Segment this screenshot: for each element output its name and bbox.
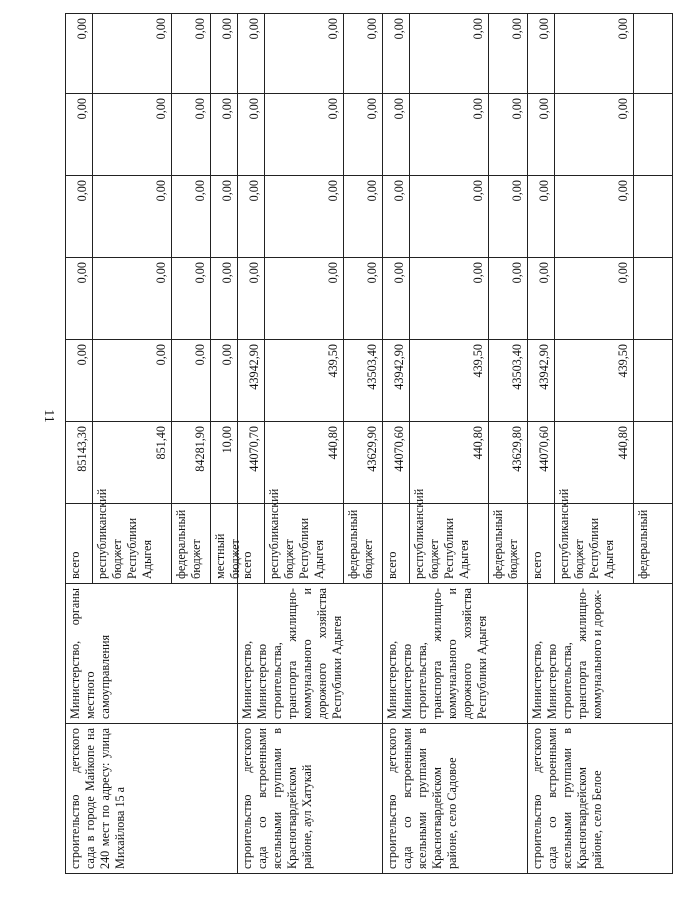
amount-value: 0,00 [264, 258, 343, 339]
amount-value: 0,00 [92, 14, 171, 93]
amount-value: 0,00 [171, 258, 210, 339]
amount-value: 10,00 [210, 422, 237, 503]
amount-value: 0,00 [92, 94, 171, 175]
funding-source-cell [66, 488, 242, 584]
amount-value: 0,00 [92, 258, 171, 339]
amount-value: 0,00 [264, 94, 343, 175]
year-amount-cell [66, 422, 238, 504]
year-amount-cell [528, 94, 673, 176]
object-name-cell: строительство детского сада со встроенными ясельными группами в Красногвардейском районе, аул Хатукай [238, 724, 383, 874]
funding-source-label: республиканский бюджет Республики Адыгея [409, 504, 488, 583]
amount-value: 0,00 [488, 94, 527, 175]
year-amount-cell [383, 94, 528, 176]
object-name-cell: строительство детского сада со встроенными ясельными группами в Красногвардейском районе, село Садовое [383, 724, 528, 874]
year-amount-cell [528, 258, 673, 340]
year-amount-cell [528, 340, 673, 422]
year-amount-cell [528, 422, 673, 504]
amount-value: 0,00 [75, 18, 89, 40]
amount-value: 0,00 [409, 14, 488, 93]
amount-value: 440,80 [264, 422, 343, 503]
funding-source-cell [528, 488, 673, 584]
program-table [65, 13, 673, 874]
funding-source-label: республиканский бюджет Республики Адыгея [554, 504, 633, 583]
amount-value: 0,00 [75, 98, 89, 120]
executor-cell: Министерство, Министерство строительства, транспорта жилищно-коммунального и дорожного хозяйства Республики Адыгея [383, 584, 528, 724]
amount-value: 0,00 [392, 98, 406, 120]
amount-value: 0,00 [537, 98, 551, 120]
year-amount-cell [66, 176, 238, 258]
page-number: 11 [41, 409, 56, 423]
amount-value: 439,50 [264, 340, 343, 421]
amount-value: 0,00 [537, 180, 551, 202]
amount-value: 0,00 [488, 258, 527, 339]
amount-value: 0,00 [343, 258, 382, 339]
year-amount-cell [238, 176, 383, 258]
amount-value: 440,80 [409, 422, 488, 503]
year-amount-cell [528, 176, 673, 258]
amount-value: 0,00 [92, 340, 171, 421]
year-amount-cell [66, 14, 238, 94]
funding-source-label: федеральный бюджет [343, 504, 382, 583]
funding-source-label: федеральный [633, 504, 672, 583]
amount-value: 0,00 [554, 94, 633, 175]
amount-value: 84281,90 [171, 422, 210, 503]
amount-value: 439,50 [409, 340, 488, 421]
amount-value [633, 258, 672, 339]
amount-value: 439,50 [554, 340, 633, 421]
year-amount-cell [238, 422, 383, 504]
executor-cell: Министерство, органы местного самоуправления [66, 584, 238, 724]
funding-source-label: федеральный бюджет [488, 504, 527, 583]
amount-value [633, 14, 672, 93]
funding-source-cell [238, 488, 383, 584]
year-amount-cell [528, 14, 673, 94]
amount-value: 43942,90 [392, 344, 406, 390]
amount-value: 0,00 [75, 262, 89, 284]
amount-value: 0,00 [537, 18, 551, 40]
table-container [65, 14, 650, 874]
table-row [66, 14, 238, 874]
amount-value: 43503,40 [488, 340, 527, 421]
year-amount-cell [238, 94, 383, 176]
funding-source-label: республиканский бюджет Республики Адыгея [264, 504, 343, 583]
amount-value: 0,00 [343, 94, 382, 175]
amount-value: 0,00 [92, 176, 171, 257]
amount-value [633, 176, 672, 257]
amount-value: 0,00 [537, 262, 551, 284]
amount-value: 0,00 [409, 176, 488, 257]
year-amount-cell [66, 258, 238, 340]
amount-value: 0,00 [554, 258, 633, 339]
amount-value: 44070,60 [537, 426, 551, 472]
amount-value: 851,40 [92, 422, 171, 503]
amount-value: 0,00 [210, 94, 237, 175]
amount-value: 0,00 [247, 18, 261, 40]
amount-value: 0,00 [343, 176, 382, 257]
amount-value: 0,00 [171, 94, 210, 175]
amount-value: 0,00 [409, 94, 488, 175]
amount-value: 43942,90 [247, 344, 261, 390]
amount-value: 0,00 [75, 180, 89, 202]
table-row [238, 14, 383, 874]
amount-value [633, 340, 672, 421]
executor-cell: Министерство, Министерство строительства, транспорта жилищно-коммунального и дорожного хозяйства Республики Адыгея [238, 584, 383, 724]
amount-value: 0,00 [343, 14, 382, 93]
amount-value: 43942,90 [537, 344, 551, 390]
amount-value: 0,00 [210, 340, 237, 421]
year-amount-cell [383, 422, 528, 504]
funding-source-label: всего [68, 551, 82, 579]
amount-value: 43629,90 [343, 422, 382, 503]
amount-value: 0,00 [264, 176, 343, 257]
funding-source-label: всего [385, 551, 399, 579]
object-name-cell: строительство детского сада со встроенными ясельными группами в Красногвардейском районе, село Белое [528, 724, 673, 874]
amount-value: 0,00 [392, 262, 406, 284]
funding-source-label: федеральный бюджет [171, 504, 210, 583]
amount-value: 0,00 [171, 176, 210, 257]
funding-source-label: всего [240, 551, 254, 579]
amount-value: 0,00 [75, 344, 89, 366]
amount-value: 0,00 [247, 98, 261, 120]
amount-value: 0,00 [210, 14, 237, 93]
table-row [383, 14, 528, 874]
amount-value [633, 94, 672, 175]
amount-value: 43629,80 [488, 422, 527, 503]
funding-source-label: местный бюджет [210, 504, 237, 583]
funding-source-label: всего [530, 551, 544, 579]
year-amount-cell [238, 340, 383, 422]
year-amount-cell [66, 340, 238, 422]
amount-value: 0,00 [554, 176, 633, 257]
table-row [528, 14, 673, 874]
amount-value: 0,00 [488, 14, 527, 93]
object-name-cell: строительство детского сада в городе Майкопе на 240 мест по адресу: улица Михайлова 15 а [66, 724, 238, 874]
amount-value: 0,00 [247, 180, 261, 202]
amount-value: 0,00 [554, 14, 633, 93]
amount-value: 0,00 [210, 176, 237, 257]
amount-value: 0,00 [409, 258, 488, 339]
year-amount-cell [383, 176, 528, 258]
funding-source-label: республиканский бюджет Республики Адыгея [92, 504, 171, 583]
amount-value: 0,00 [392, 180, 406, 202]
year-amount-cell [238, 14, 383, 94]
amount-value: 44070,60 [392, 426, 406, 472]
funding-source-cell [383, 488, 528, 584]
amount-value: 0,00 [210, 258, 237, 339]
executor-cell: Министерство, Министерство строительства, транспорта жилищно-коммунального и дорож- [528, 584, 673, 724]
year-amount-cell [383, 14, 528, 94]
amount-value: 0,00 [171, 340, 210, 421]
amount-value: 0,00 [247, 262, 261, 284]
amount-value: 44070,70 [247, 426, 261, 472]
amount-value: 0,00 [392, 18, 406, 40]
year-amount-cell [66, 94, 238, 176]
amount-value: 440,80 [554, 422, 633, 503]
amount-value: 43503,40 [343, 340, 382, 421]
amount-value: 0,00 [488, 176, 527, 257]
amount-value: 85143,30 [75, 426, 89, 472]
amount-value: 0,00 [171, 14, 210, 93]
year-amount-cell [383, 258, 528, 340]
amount-value [633, 422, 672, 503]
year-amount-cell [238, 258, 383, 340]
year-amount-cell [383, 340, 528, 422]
amount-value: 0,00 [264, 14, 343, 93]
